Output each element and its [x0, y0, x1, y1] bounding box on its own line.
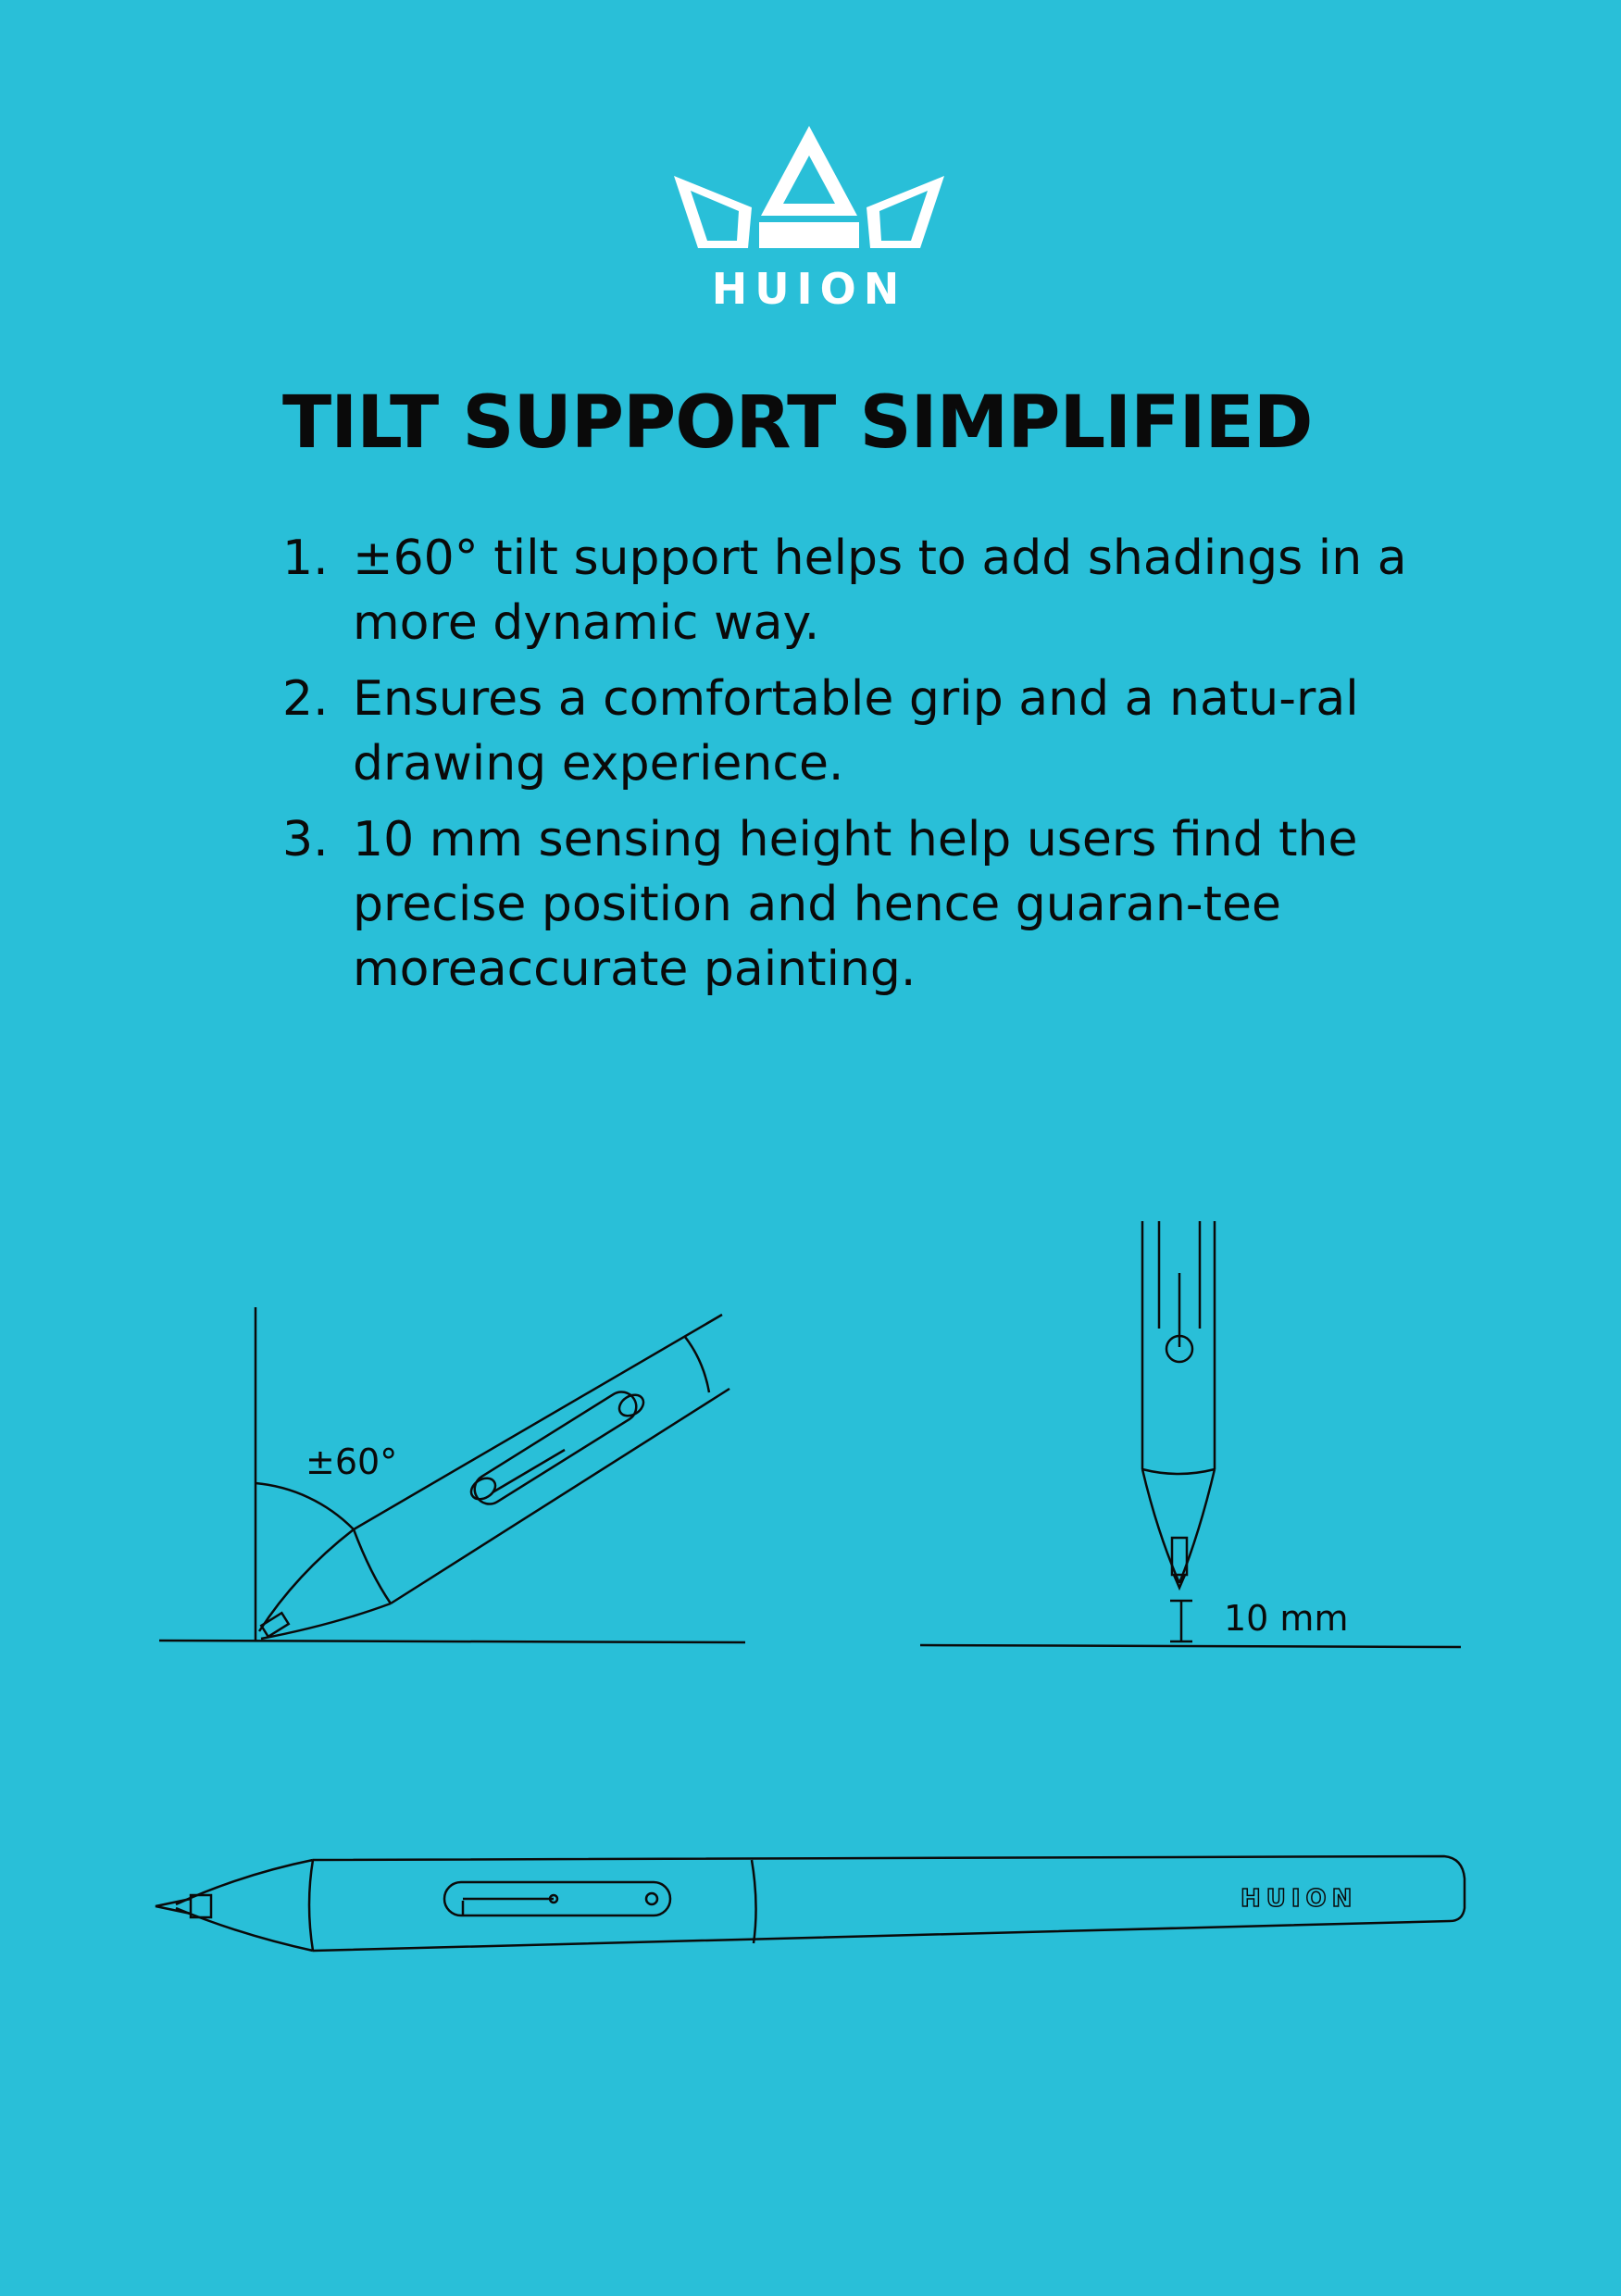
feature-number: 2. [282, 671, 329, 727]
page-title: TILT SUPPORT SIMPLIFIED [282, 381, 1313, 465]
huion-logo [670, 119, 948, 313]
hover-height-diagram [916, 1217, 1472, 1653]
feature-number: 3. [282, 812, 329, 867]
feature-item [282, 807, 1449, 1002]
pen-side-view [148, 1847, 1472, 1967]
logo-wordmark: HUION [711, 264, 907, 313]
feature-item [282, 667, 1449, 796]
feature-number: 1. [282, 530, 329, 586]
feature-text: ±60° tilt support helps to add shadings in a more dynamic way. [353, 530, 1407, 651]
tilt-angle-label: ±60° [305, 1441, 398, 1482]
feature-text: Ensures a comfortable grip and a natu-ral drawing experience. [353, 671, 1359, 792]
feature-item [282, 526, 1449, 655]
crown-logo-icon [670, 119, 948, 313]
feature-list [282, 526, 1449, 1013]
feature-text: 10 mm sensing height help users find the precise position and hence guaran-tee moreaccurate painting. [353, 812, 1358, 997]
pen-brand-label: HUION [1241, 1885, 1358, 1913]
tilt-diagram [148, 1296, 759, 1657]
sensing-height-label: 10 mm [1224, 1598, 1349, 1639]
